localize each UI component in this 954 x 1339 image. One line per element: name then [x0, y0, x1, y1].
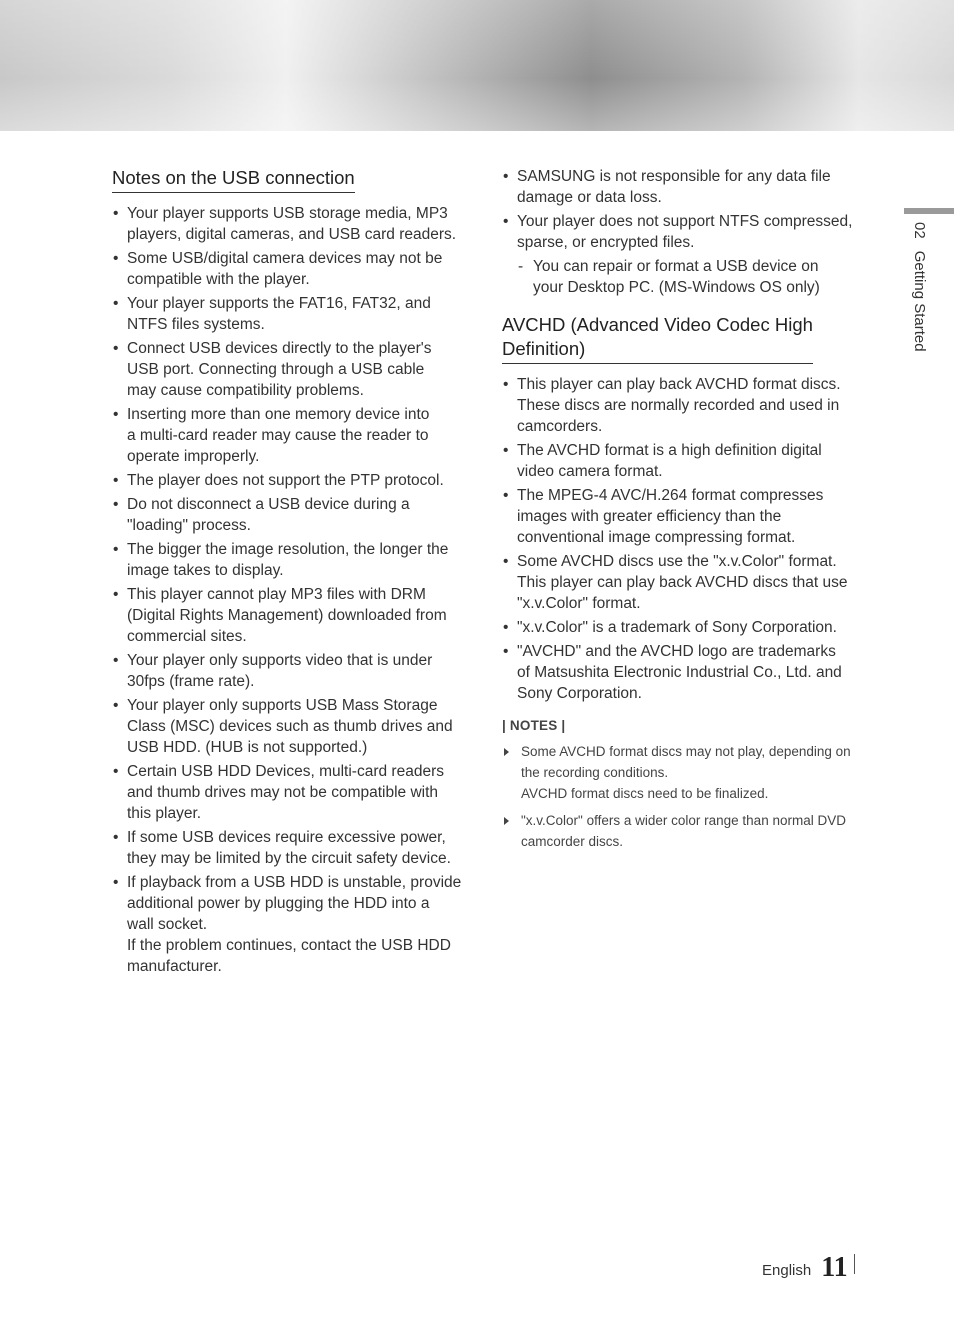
usb-note-item-line: compatible with the player. — [127, 271, 310, 288]
notes-label-text: | NOTES | — [502, 718, 566, 733]
usb-note-item — [112, 338, 474, 401]
avchd-item-line: • This player can play back AVCHD format discs. — [517, 376, 841, 393]
samsung-note-item-line: • SAMSUNG is not responsible for any data file — [517, 168, 831, 185]
avchd-item-line: video camera format. — [517, 463, 663, 480]
left-column — [112, 166, 474, 980]
usb-note-item-line: • Your player only supports USB Mass Storage — [127, 697, 438, 714]
usb-note-item-line: image takes to display. — [127, 562, 284, 579]
usb-note-item — [112, 404, 474, 467]
usb-note-item-line: Class (MSC) devices such as thumb drives and — [127, 718, 453, 735]
usb-notes-heading: Notes on the USB connection — [112, 166, 355, 193]
usb-note-item-line: • Connect USB devices directly to the player's — [127, 340, 432, 357]
usb-note-item-line: this player. — [127, 805, 202, 822]
usb-note-item — [112, 827, 474, 869]
footer-separator — [854, 1254, 855, 1274]
usb-note-item-line: "loading" process. — [127, 517, 251, 534]
notes-label — [502, 718, 864, 733]
usb-note-item-line: If the problem continues, contact the USB HDD — [127, 937, 451, 954]
usb-note-item-line: • This player cannot play MP3 files with DRM — [127, 586, 426, 603]
avchd-item — [502, 551, 864, 614]
usb-note-item-line: • The player does not support the PTP protocol. — [127, 472, 444, 489]
avchd-item — [502, 617, 864, 638]
usb-note-item — [112, 470, 474, 491]
avchd-item-line: images with greater efficiency than the — [517, 508, 782, 525]
usb-note-item-line: • Your player only supports video that is under — [127, 652, 433, 669]
usb-note-item-line: (Digital Rights Management) downloaded from — [127, 607, 447, 624]
usb-note-item — [112, 203, 474, 245]
avchd-item-line: • The AVCHD format is a high definition digital — [517, 442, 822, 459]
usb-note-item-line: • Do not disconnect a USB device during a — [127, 496, 410, 513]
avchd-item-line: This player can play back AVCHD discs that use — [517, 574, 848, 591]
samsung-note-item-line: damage or data loss. — [517, 189, 662, 206]
avchd-item-line: Sony Corporation. — [517, 685, 642, 702]
usb-note-item-line: 30fps (frame rate). — [127, 673, 255, 690]
usb-note-item-line: wall socket. — [127, 916, 208, 933]
usb-note-item — [112, 695, 474, 758]
chapter-number: 02 — [911, 222, 928, 239]
samsung-note-item — [502, 166, 864, 208]
note-line: Some AVCHD format discs may not play, depending on — [521, 744, 851, 759]
usb-note-item-line: • Your player supports the FAT16, FAT32, and — [127, 295, 431, 312]
usb-note-item-line: operate improperly. — [127, 448, 260, 465]
usb-note-item — [112, 293, 474, 335]
usb-note-item-line: • Some USB/digital camera devices may not be — [127, 250, 443, 267]
sub-note-line: your Desktop PC. (MS-Windows OS only) — [533, 279, 820, 296]
avchd-item-line: "x.v.Color" format. — [517, 595, 641, 612]
sub-note — [502, 256, 864, 298]
avchd-item-line: camcorders. — [517, 418, 603, 435]
usb-note-item-line: • The bigger the image resolution, the longer the — [127, 541, 449, 558]
samsung-note-item — [502, 211, 864, 253]
note-line: the recording conditions. — [521, 765, 669, 780]
avchd-item-line: • "x.v.Color" is a trademark of Sony Corporation. — [517, 619, 837, 636]
avchd-heading — [502, 313, 813, 364]
usb-note-item-line: and thumb drives may not be compatible with — [127, 784, 439, 801]
note-item — [502, 810, 864, 852]
samsung-note-item-line: sparse, or encrypted files. — [517, 234, 695, 251]
footer-language: English — [762, 1262, 812, 1279]
side-tab-bar — [904, 208, 954, 214]
note-line: "x.v.Color" offers a wider color range than normal DVD — [521, 813, 846, 828]
avchd-item-line: • Some AVCHD discs use the "x.v.Color" format. — [517, 553, 837, 570]
note-line: camcorder discs. — [521, 834, 624, 849]
avchd-item-line: of Matsushita Electronic Industrial Co., Ltd. and — [517, 664, 842, 681]
usb-note-item — [112, 872, 474, 977]
samsung-note-item-line: • Your player does not support NTFS compressed, — [517, 213, 853, 230]
samsung-notes-list — [502, 166, 864, 253]
side-tab — [911, 222, 928, 364]
notes-list — [502, 741, 864, 852]
usb-note-item-line: they may be limited by the circuit safety device. — [127, 850, 451, 867]
usb-note-item — [112, 539, 474, 581]
avchd-heading-line: Definition) — [502, 338, 586, 359]
usb-note-item-line: USB port. Connecting through a USB cable — [127, 361, 425, 378]
sub-note-line: You can repair or format a USB device on — [533, 258, 819, 275]
avchd-item — [502, 641, 864, 704]
usb-note-item-line: commercial sites. — [127, 628, 247, 645]
usb-note-item — [112, 248, 474, 290]
note-line: AVCHD format discs need to be finalized. — [521, 786, 769, 801]
usb-note-item-line: • If playback from a USB HDD is unstable, provide — [127, 874, 462, 891]
header-banner — [0, 0, 954, 131]
usb-note-item-line: • Inserting more than one memory device into — [127, 406, 430, 423]
usb-notes-list — [112, 203, 474, 977]
usb-note-item-line: • Certain USB HDD Devices, multi-card readers — [127, 763, 444, 780]
usb-note-item-line: USB HDD. (HUB is not supported.) — [127, 739, 368, 756]
usb-note-item-line: manufacturer. — [127, 958, 222, 975]
usb-note-item-line: players, digital cameras, and USB card readers. — [127, 226, 457, 243]
note-item — [502, 741, 864, 804]
usb-note-item-line: may cause compatibility problems. — [127, 382, 364, 399]
triangle-bullet-icon — [504, 748, 509, 756]
sub-note-dash: - — [518, 258, 524, 275]
usb-note-item — [112, 494, 474, 536]
page-footer — [762, 1250, 855, 1284]
avchd-item — [502, 374, 864, 437]
avchd-item-line: conventional image compressing format. — [517, 529, 796, 546]
usb-note-item-line: • Your player supports USB storage media, MP3 — [127, 205, 448, 222]
usb-note-item-line: NTFS files systems. — [127, 316, 265, 333]
triangle-bullet-icon — [504, 817, 509, 825]
avchd-heading-line: AVCHD (Advanced Video Codec High — [502, 314, 813, 335]
avchd-item — [502, 485, 864, 548]
chapter-title: Getting Started — [911, 250, 928, 352]
avchd-item-line: • "AVCHD" and the AVCHD logo are trademarks — [517, 643, 836, 660]
page-number: 11 — [821, 1252, 848, 1283]
right-column — [502, 166, 864, 858]
avchd-item-line: • The MPEG-4 AVC/H.264 format compresses — [517, 487, 824, 504]
usb-note-item — [112, 584, 474, 647]
usb-note-item-line: additional power by plugging the HDD into a — [127, 895, 430, 912]
avchd-item — [502, 440, 864, 482]
avchd-list — [502, 374, 864, 704]
usb-note-item — [112, 761, 474, 824]
avchd-item-line: These discs are normally recorded and used in — [517, 397, 840, 414]
usb-note-item — [112, 650, 474, 692]
usb-note-item-line: • If some USB devices require excessive power, — [127, 829, 446, 846]
usb-note-item-line: a multi-card reader may cause the reader to — [127, 427, 429, 444]
